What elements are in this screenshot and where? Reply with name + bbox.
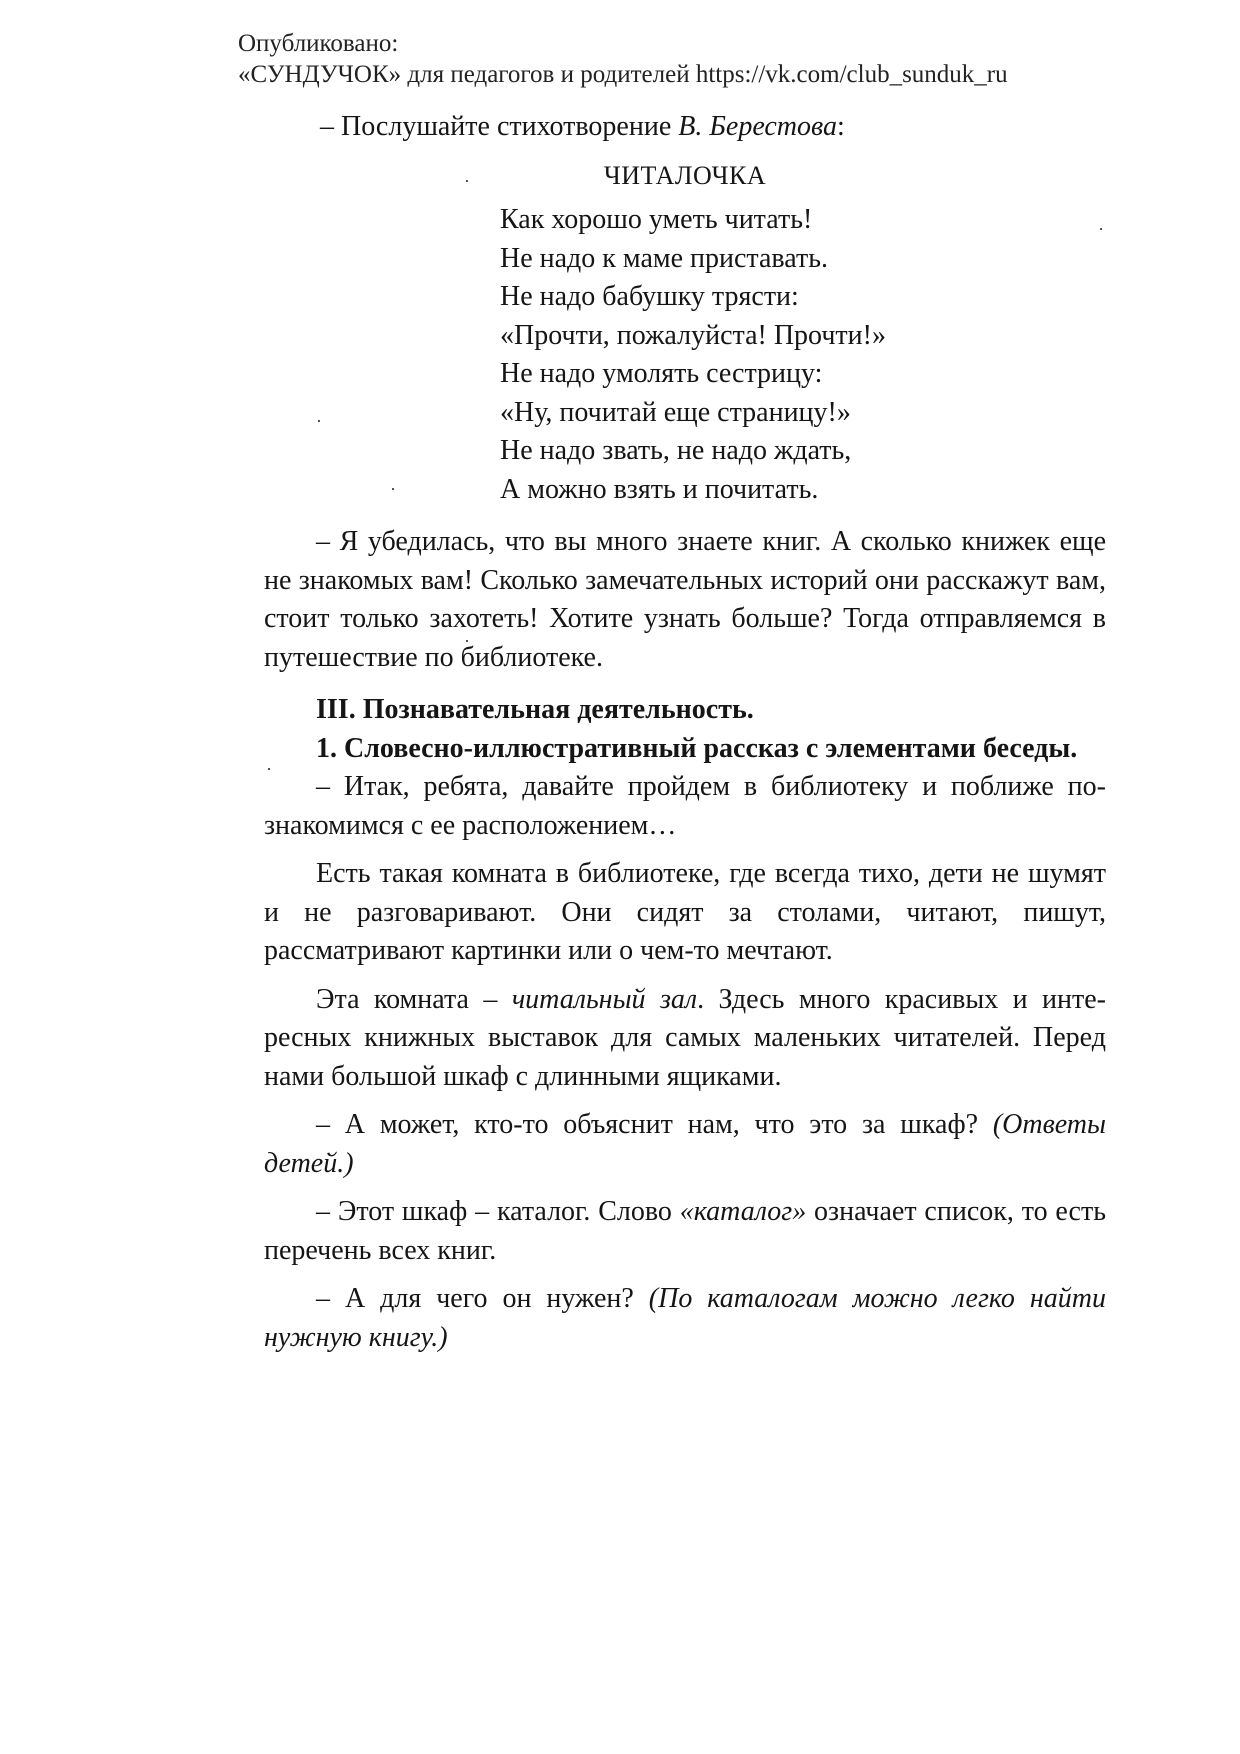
question-cabinet-text: – А может, кто-то объяснит нам, что это за шкаф? [316, 1109, 993, 1140]
poem-line: Не надо звать, не надо ждать, [500, 435, 852, 466]
paragraph-catalog [264, 1193, 1106, 1270]
scan-speck [318, 420, 320, 422]
catalog-text-c: означает список, то есть перечень всех книг. [264, 1196, 1106, 1266]
poem-line: Как хорошо уметь читать! [500, 204, 813, 235]
paragraph-quiet-room: Есть такая комната в библиотеке, где всегда тихо, дети не шумят и не разговаривают. Они сидят за столами, читают, пишут, рассматривают картинки или о чем-то мечтают. [264, 858, 1106, 966]
section-heading: III. Познавательная деятельность. [316, 694, 754, 725]
poem-title: ЧИТАЛОЧКА [603, 160, 767, 190]
poem-line: Не надо к маме приставать. [500, 242, 828, 274]
paragraph-catalog-purpose [264, 1280, 1106, 1357]
catalog-term: «каталог» [679, 1196, 807, 1227]
scan-speck [268, 768, 270, 770]
catalog-text-a: – Этот шкаф – каталог. Слово [316, 1196, 680, 1227]
scan-speck [466, 180, 468, 182]
poem-intro [264, 108, 1106, 147]
poem-line: Не надо умолять сестрицу: [500, 358, 823, 389]
subsection-heading: 1. Словесно-иллюстративный рассказ с элементами беседы. [316, 732, 1078, 764]
poem-stanza [500, 201, 1106, 509]
reading-hall-text-c: . Здесь много красивых и интересных книжных выставок для самых маленьких читателей. Перед нами большой шкаф с длинными ящиками. [264, 983, 1106, 1092]
scan-speck [466, 640, 468, 642]
intro-text: – Послушайте стихотворение [320, 111, 679, 142]
catalog-purpose-text: – А для чего он нужен? [316, 1283, 649, 1314]
reading-hall-term: читальный зал [511, 983, 698, 1015]
intro-author: В. Берестова [678, 111, 837, 142]
paragraph-reading-hall [264, 981, 1106, 1097]
poem-line: «Ну, почитай еще страницу!» [500, 396, 851, 428]
header-published-label: Опубликовано: [238, 30, 399, 57]
document-body [264, 108, 1106, 1357]
scan-speck [392, 488, 394, 490]
poem-line: Не надо бабушку трясти: [500, 281, 799, 312]
paragraph-question-cabinet [264, 1106, 1106, 1183]
reading-hall-text-a: Эта комната – [316, 983, 512, 1015]
poem-line: «Прочти, пожалуйста! Прочти!» [500, 319, 886, 351]
catalog-purpose-answer: (По каталогам можно легко найти нужную книгу.) [264, 1283, 1106, 1353]
scan-speck [1100, 228, 1102, 230]
publication-header [238, 28, 1008, 90]
question-cabinet-answer: (Ответы детей.) [264, 1109, 1106, 1179]
header-source-line: «СУНДУЧОК» для педагогов и родителей https://vk.com/club_sunduk_ru [238, 61, 1008, 88]
paragraph-library-intro: – Итак, ребята, давайте пройдем в библиотеку и поближе познакомимся с ее расположением… [264, 771, 1106, 841]
poem-line: А можно взять и почитать. [500, 473, 819, 505]
intro-colon: : [836, 111, 845, 142]
paragraph-books: – Я убедилась, что вы много знаете книг. А сколько книжек еще не знакомых вам! Сколько замечательных историй они расскажут вам, стоит только захотеть! Хотите узнать больше? Тогда отправляемся в путешествие по библиотеке. [264, 526, 1106, 673]
